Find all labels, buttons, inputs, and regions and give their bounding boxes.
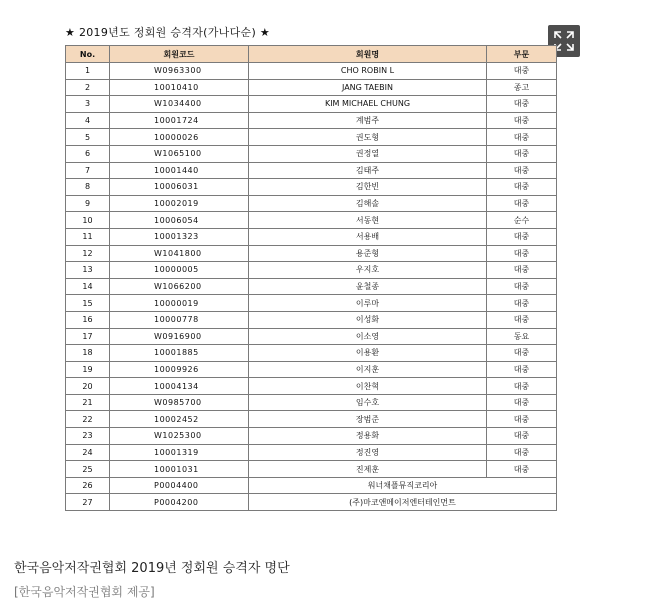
cell-division: 대중 — [487, 112, 557, 129]
cell-division: 순수 — [487, 212, 557, 229]
table-row — [66, 63, 557, 80]
cell-code: 10009926 — [110, 361, 249, 378]
table-row — [66, 278, 557, 295]
cell-name: CHO ROBIN L — [249, 63, 487, 80]
cell-division: 대중 — [487, 162, 557, 179]
cell-no: 19 — [66, 361, 110, 378]
members-table — [65, 45, 557, 511]
cell-name: 장범준 — [249, 411, 487, 428]
cell-division: 대중 — [487, 63, 557, 80]
cell-no: 10 — [66, 212, 110, 229]
cell-no: 22 — [66, 411, 110, 428]
cell-code: W0916900 — [110, 328, 249, 345]
image-credit: [한국음악저작권협회 제공] — [14, 585, 155, 599]
cell-name: KIM MICHAEL CHUNG — [249, 96, 487, 113]
cell-name: 용준형 — [249, 245, 487, 262]
cell-no: 3 — [66, 96, 110, 113]
cell-name: 권도형 — [249, 129, 487, 146]
table-row — [66, 477, 557, 494]
table-row — [66, 311, 557, 328]
cell-code: 10000005 — [110, 262, 249, 279]
document-title: ★ 2019년도 정회원 승격자(가나다순) ★ — [65, 26, 270, 39]
cell-division: 대중 — [487, 129, 557, 146]
cell-code: 10001319 — [110, 444, 249, 461]
cell-name: 임수호 — [249, 394, 487, 411]
cell-no: 20 — [66, 378, 110, 395]
cell-division: 대중 — [487, 278, 557, 295]
table-row — [66, 195, 557, 212]
cell-name: 이지훈 — [249, 361, 487, 378]
cell-code: 10001440 — [110, 162, 249, 179]
table-row — [66, 494, 557, 511]
cell-no: 15 — [66, 295, 110, 312]
table-row — [66, 245, 557, 262]
cell-name: 권정열 — [249, 145, 487, 162]
cell-division: 대중 — [487, 311, 557, 328]
table-row — [66, 295, 557, 312]
cell-name: 김한빈 — [249, 179, 487, 196]
cell-no: 8 — [66, 179, 110, 196]
table-row — [66, 145, 557, 162]
table-header-row — [66, 46, 557, 63]
cell-name: 이용환 — [249, 345, 487, 362]
table-row — [66, 112, 557, 129]
cell-code: W1025300 — [110, 428, 249, 445]
cell-division: 대중 — [487, 345, 557, 362]
cell-code: 10004134 — [110, 378, 249, 395]
cell-no: 12 — [66, 245, 110, 262]
cell-code: W0963300 — [110, 63, 249, 80]
cell-code: 10001724 — [110, 112, 249, 129]
table-row — [66, 179, 557, 196]
cell-name: 이루마 — [249, 295, 487, 312]
cell-code: W1041800 — [110, 245, 249, 262]
header-no: No. — [66, 46, 110, 63]
table-row — [66, 411, 557, 428]
table-row — [66, 212, 557, 229]
cell-code: W1066200 — [110, 278, 249, 295]
cell-code: 10000026 — [110, 129, 249, 146]
cell-division: 대중 — [487, 444, 557, 461]
cell-division: 대중 — [487, 245, 557, 262]
cell-code: 10006054 — [110, 212, 249, 229]
cell-division: 대중 — [487, 361, 557, 378]
cell-code: 10001323 — [110, 228, 249, 245]
header-name: 회원명 — [249, 46, 487, 63]
cell-name: 김태주 — [249, 162, 487, 179]
cell-no: 13 — [66, 262, 110, 279]
cell-division: 대중 — [487, 145, 557, 162]
table-row — [66, 461, 557, 478]
cell-name: 정진영 — [249, 444, 487, 461]
cell-name: 계범주 — [249, 112, 487, 129]
cell-no: 17 — [66, 328, 110, 345]
table-row — [66, 394, 557, 411]
cell-name: 우지호 — [249, 262, 487, 279]
cell-division: 대중 — [487, 96, 557, 113]
cell-division: 대중 — [487, 461, 557, 478]
cell-no: 6 — [66, 145, 110, 162]
header-code: 회원코드 — [110, 46, 249, 63]
cell-code: W1034400 — [110, 96, 249, 113]
cell-no: 14 — [66, 278, 110, 295]
cell-division: 대중 — [487, 179, 557, 196]
cell-name: 서용배 — [249, 228, 487, 245]
table-row — [66, 428, 557, 445]
table-row — [66, 361, 557, 378]
cell-no: 7 — [66, 162, 110, 179]
cell-division: 대중 — [487, 228, 557, 245]
cell-no: 27 — [66, 494, 110, 511]
cell-division: 대중 — [487, 262, 557, 279]
cell-division: 대중 — [487, 195, 557, 212]
table-row — [66, 129, 557, 146]
cell-no: 23 — [66, 428, 110, 445]
cell-name: JANG TAEBIN — [249, 79, 487, 96]
table-row — [66, 228, 557, 245]
table-row — [66, 96, 557, 113]
table-row — [66, 162, 557, 179]
cell-no: 1 — [66, 63, 110, 80]
cell-code: 10001885 — [110, 345, 249, 362]
table-row — [66, 444, 557, 461]
cell-division: 대중 — [487, 295, 557, 312]
cell-no: 25 — [66, 461, 110, 478]
cell-code: W0985700 — [110, 394, 249, 411]
cell-name: 이찬혁 — [249, 378, 487, 395]
cell-code: 10006031 — [110, 179, 249, 196]
cell-division: 대중 — [487, 411, 557, 428]
table-row — [66, 345, 557, 362]
cell-no: 2 — [66, 79, 110, 96]
cell-no: 26 — [66, 477, 110, 494]
image-caption: 한국음악저작권협회 2019년 정회원 승격자 명단 — [14, 561, 290, 576]
cell-division: 대중 — [487, 428, 557, 445]
cell-no: 16 — [66, 311, 110, 328]
table-row — [66, 328, 557, 345]
cell-code: 10002019 — [110, 195, 249, 212]
cell-name: 이소영 — [249, 328, 487, 345]
cell-name: 정용화 — [249, 428, 487, 445]
cell-code: P0004200 — [110, 494, 249, 511]
cell-code: W1065100 — [110, 145, 249, 162]
cell-no: 24 — [66, 444, 110, 461]
cell-name: 이성화 — [249, 311, 487, 328]
cell-name: 서동현 — [249, 212, 487, 229]
cell-code: P0004400 — [110, 477, 249, 494]
cell-name: 워너채플뮤직코리아 — [249, 477, 557, 494]
cell-code: 10000019 — [110, 295, 249, 312]
cell-division: 대중 — [487, 378, 557, 395]
cell-division: 종고 — [487, 79, 557, 96]
cell-name: 김해솔 — [249, 195, 487, 212]
table-row — [66, 262, 557, 279]
table-row — [66, 378, 557, 395]
cell-no: 21 — [66, 394, 110, 411]
cell-name: 윤철종 — [249, 278, 487, 295]
cell-code: 10002452 — [110, 411, 249, 428]
cell-no: 4 — [66, 112, 110, 129]
cell-division: 대중 — [487, 394, 557, 411]
header-division: 부문 — [487, 46, 557, 63]
cell-no: 11 — [66, 228, 110, 245]
cell-code: 10001031 — [110, 461, 249, 478]
cell-no: 5 — [66, 129, 110, 146]
cell-no: 18 — [66, 345, 110, 362]
cell-code: 10010410 — [110, 79, 249, 96]
cell-name: 진제훈 — [249, 461, 487, 478]
table-row — [66, 79, 557, 96]
cell-code: 10000778 — [110, 311, 249, 328]
cell-division: 동요 — [487, 328, 557, 345]
cell-name: (주)마코앤메이저엔터테인먼트 — [249, 494, 557, 511]
cell-no: 9 — [66, 195, 110, 212]
